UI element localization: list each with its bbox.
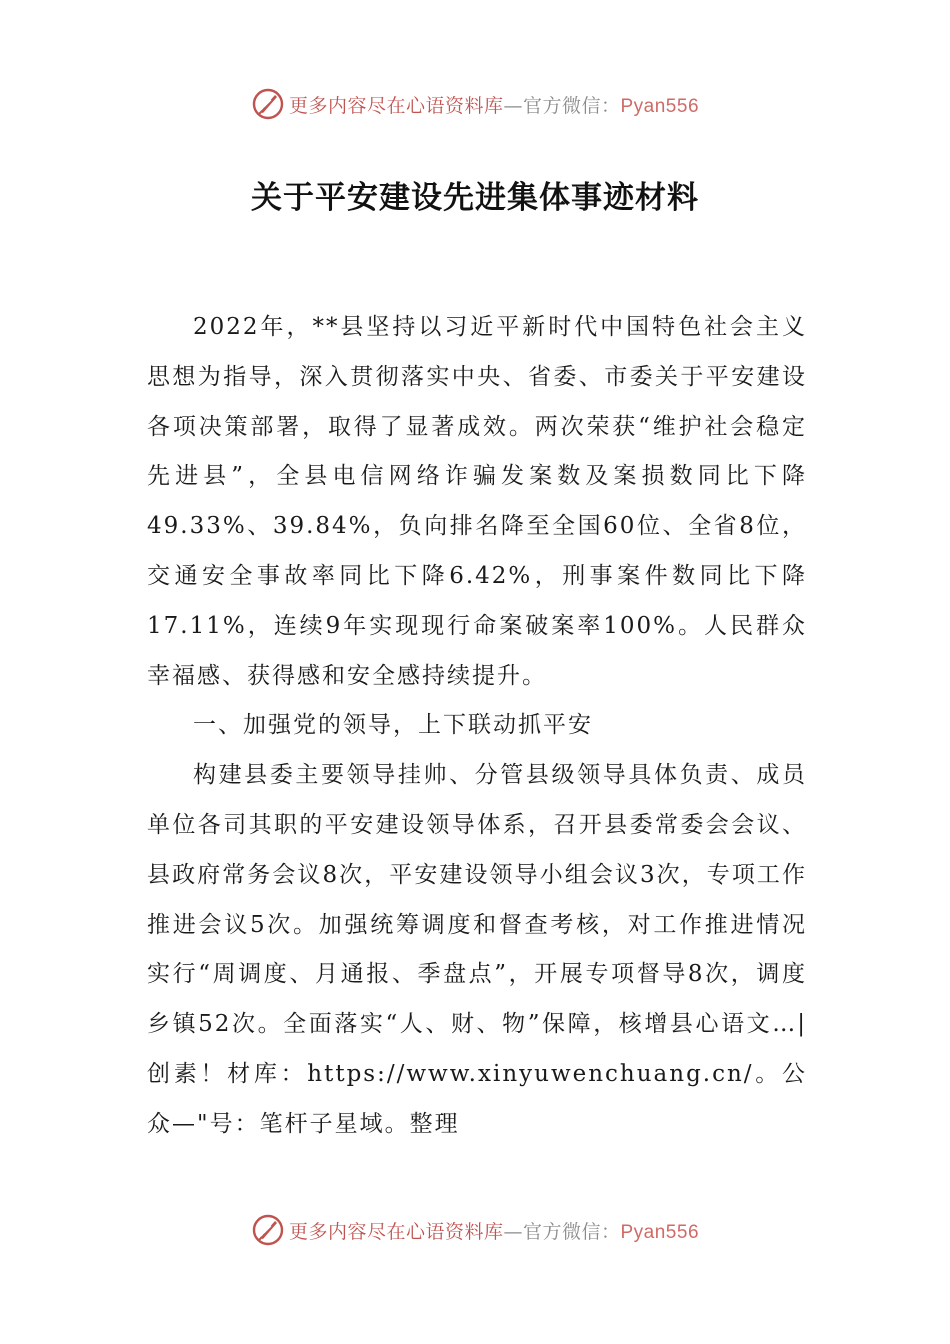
quill-logo-icon	[251, 87, 285, 121]
watermark-brand: 更多内容尽在心语资料库	[288, 94, 504, 117]
watermark-separator: —	[503, 94, 523, 117]
watermark-wechat-id: Pyan556	[620, 95, 700, 117]
watermark-separator: —	[503, 1220, 523, 1243]
document-title: 关于平安建设先进集体事迹材料	[251, 180, 699, 216]
watermark-text	[289, 91, 699, 118]
watermark-wechat-id: Pyan556	[620, 1221, 700, 1243]
watermark-wechat-label: 官方微信：	[522, 94, 621, 117]
watermark-wechat-label: 官方微信：	[522, 1220, 621, 1243]
paragraph-intro: 2022年，**县坚持以习近平新时代中国特色社会主义思想为指导，深入贯彻落实中央、省委、市委关于平安建设各项决策部署，取得了显著成效。两次荣获“维护社会稳定先进县”，全县电信网络诈骗发案数及案损数同比下降49.33%、39.84%，负向排名降至全国60位、全省8位，交通安全事故率同比下降6.42%，刑事案件数同比下降17.11%，连续9年实现现行命案破案率100%。人民群众幸福感、获得感和安全感持续提升。	[147, 314, 807, 689]
header-watermark	[0, 84, 950, 124]
section-heading-1: 一、加强党的领导，上下联动抓平安	[193, 712, 593, 739]
quill-logo-icon	[251, 1213, 285, 1247]
footer-watermark	[0, 1210, 950, 1250]
watermark-text	[289, 1217, 699, 1244]
document-body	[147, 303, 807, 1150]
watermark-brand: 更多内容尽在心语资料库	[288, 1220, 504, 1243]
paragraph-section-1: 构建县委主要领导挂帅、分管县级领导具体负责、成员单位各司其职的平安建设领导体系，召开县委常委会会议、县政府常务会议8次，平安建设领导小组会议3次，专项工作推进会议5次。加强统筹调度和督查考核，对工作推进情况实行“周调度、月通报、季盘点”，开展专项督导8次，调度乡镇52次。全面落实“人、财、物”保障，核增县心语文…|创素！材库：https://www.xinyuwenchuang.cn/。公众—"号：笔杆子星域。整理	[147, 762, 807, 1137]
